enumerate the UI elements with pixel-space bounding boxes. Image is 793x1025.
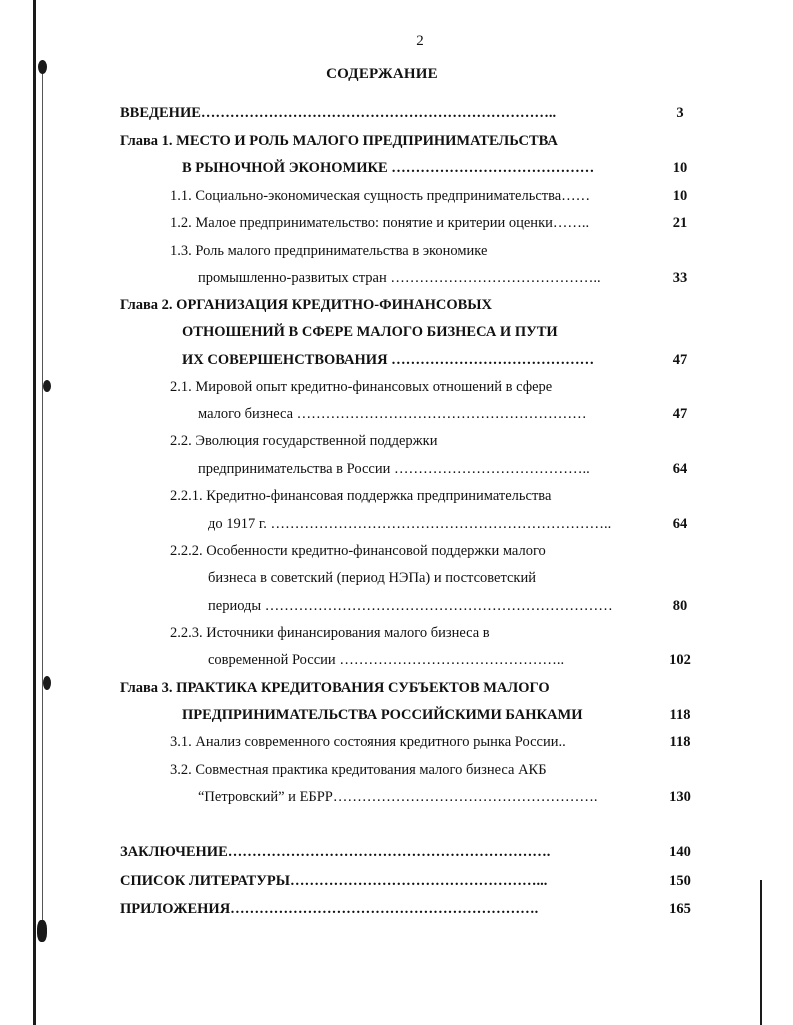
toc-page-number: 10 <box>672 188 688 204</box>
scan-margin-line <box>33 0 36 1025</box>
toc-section: 2.1. Мировой опыт кредитно-финансовых отношений в сфере <box>170 379 553 395</box>
scan-margin-line-right <box>760 880 762 1025</box>
toc-chapter-heading: Глава 1. МЕСТО И РОЛЬ МАЛОГО ПРЕДПРИНИМАТЕЛЬСТВА <box>120 133 558 149</box>
toc-page-number: 21 <box>672 215 688 231</box>
toc-section: промышленно-развитых стран …………………………………….. <box>198 270 601 286</box>
toc-page-number: 64 <box>672 461 688 477</box>
toc-section: предпринимательства в России ………………………………….. <box>198 461 590 477</box>
toc-chapter-heading: ОТНОШЕНИЙ В СФЕРЕ МАЛОГО БИЗНЕСА И ПУТИ <box>182 324 558 340</box>
toc-entry-appendices: ПРИЛОЖЕНИЯ………………………………………………………. <box>120 901 539 917</box>
toc-page-number: 118 <box>669 734 691 750</box>
toc-page-number: 47 <box>672 406 688 422</box>
toc-entry-introduction: ВВЕДЕНИЕ……………………………………………………………….. <box>120 105 557 121</box>
binding-hole-mark <box>37 920 47 942</box>
toc-subsection: периоды ……………………………………………………………… <box>208 598 613 614</box>
toc-section: 1.3. Роль малого предпринимательства в экономике <box>170 243 488 259</box>
binding-hole-mark <box>43 676 51 690</box>
toc-section: 3.2. Совместная практика кредитования малого бизнеса АКБ <box>170 762 547 778</box>
toc-page-number: 80 <box>672 598 688 614</box>
toc-section: 1.2. Малое предпринимательство: понятие и критерии оценки…….. <box>170 215 590 231</box>
toc-section: малого бизнеса …………………………………………………… <box>198 406 587 422</box>
toc-page-number: 33 <box>672 270 688 286</box>
toc-section: 1.1. Социально-экономическая сущность предпринимательства…… <box>170 188 591 204</box>
toc-subsection: современной России ……………………………………….. <box>208 652 565 668</box>
toc-entry-references: СПИСОК ЛИТЕРАТУРЫ……………………………………………... <box>120 873 548 889</box>
toc-chapter-heading: Глава 3. ПРАКТИКА КРЕДИТОВАНИЯ СУБЪЕКТОВ МАЛОГО <box>120 680 550 696</box>
toc-title: СОДЕРЖАНИЕ <box>326 66 438 82</box>
toc-page-number: 47 <box>672 352 688 368</box>
toc-entry-conclusion: ЗАКЛЮЧЕНИЕ…………………………………………………………. <box>120 844 551 860</box>
toc-section: 2.2. Эволюция государственной поддержки <box>170 433 438 449</box>
toc-subsection: до 1917 г. …………………………………………………………….. <box>208 516 612 532</box>
scan-margin-line-inner <box>42 60 43 940</box>
toc-subsection: 2.2.3. Источники финансирования малого бизнеса в <box>170 625 490 641</box>
toc-page-number: 140 <box>669 844 691 860</box>
toc-subsection: 2.2.1. Кредитно-финансовая поддержка предпринимательства <box>170 488 552 504</box>
toc-page-number: 3 <box>676 105 684 121</box>
toc-section: 3.1. Анализ современного состояния кредитного рынка России.. <box>170 734 566 750</box>
toc-chapter-heading: ПРЕДПРИНИМАТЕЛЬСТВА РОССИЙСКИМИ БАНКАМИ <box>182 707 583 723</box>
toc-page-number: 118 <box>669 707 691 723</box>
toc-page-number: 150 <box>669 873 691 889</box>
toc-page-number: 130 <box>669 789 691 805</box>
toc-subsection: бизнеса в советский (период НЭПа) и постсоветский <box>208 570 536 586</box>
binding-hole-mark <box>43 380 51 392</box>
toc-chapter-heading: В РЫНОЧНОЙ ЭКОНОМИКЕ …………………………………… <box>182 160 595 176</box>
toc-page-number: 64 <box>672 516 688 532</box>
toc-page-number: 10 <box>672 160 688 176</box>
toc-section: “Петровский” и ЕБРР………………………………………………. <box>198 789 598 805</box>
toc-chapter-heading: ИХ СОВЕРШЕНСТВОВАНИЯ …………………………………… <box>182 352 595 368</box>
toc-page-number: 102 <box>669 652 691 668</box>
page-number: 2 <box>416 33 424 49</box>
toc-chapter-heading: Глава 2. ОРГАНИЗАЦИЯ КРЕДИТНО-ФИНАНСОВЫХ <box>120 297 493 313</box>
toc-subsection: 2.2.2. Особенности кредитно-финансовой поддержки малого <box>170 543 546 559</box>
toc-page-number: 165 <box>669 901 691 917</box>
